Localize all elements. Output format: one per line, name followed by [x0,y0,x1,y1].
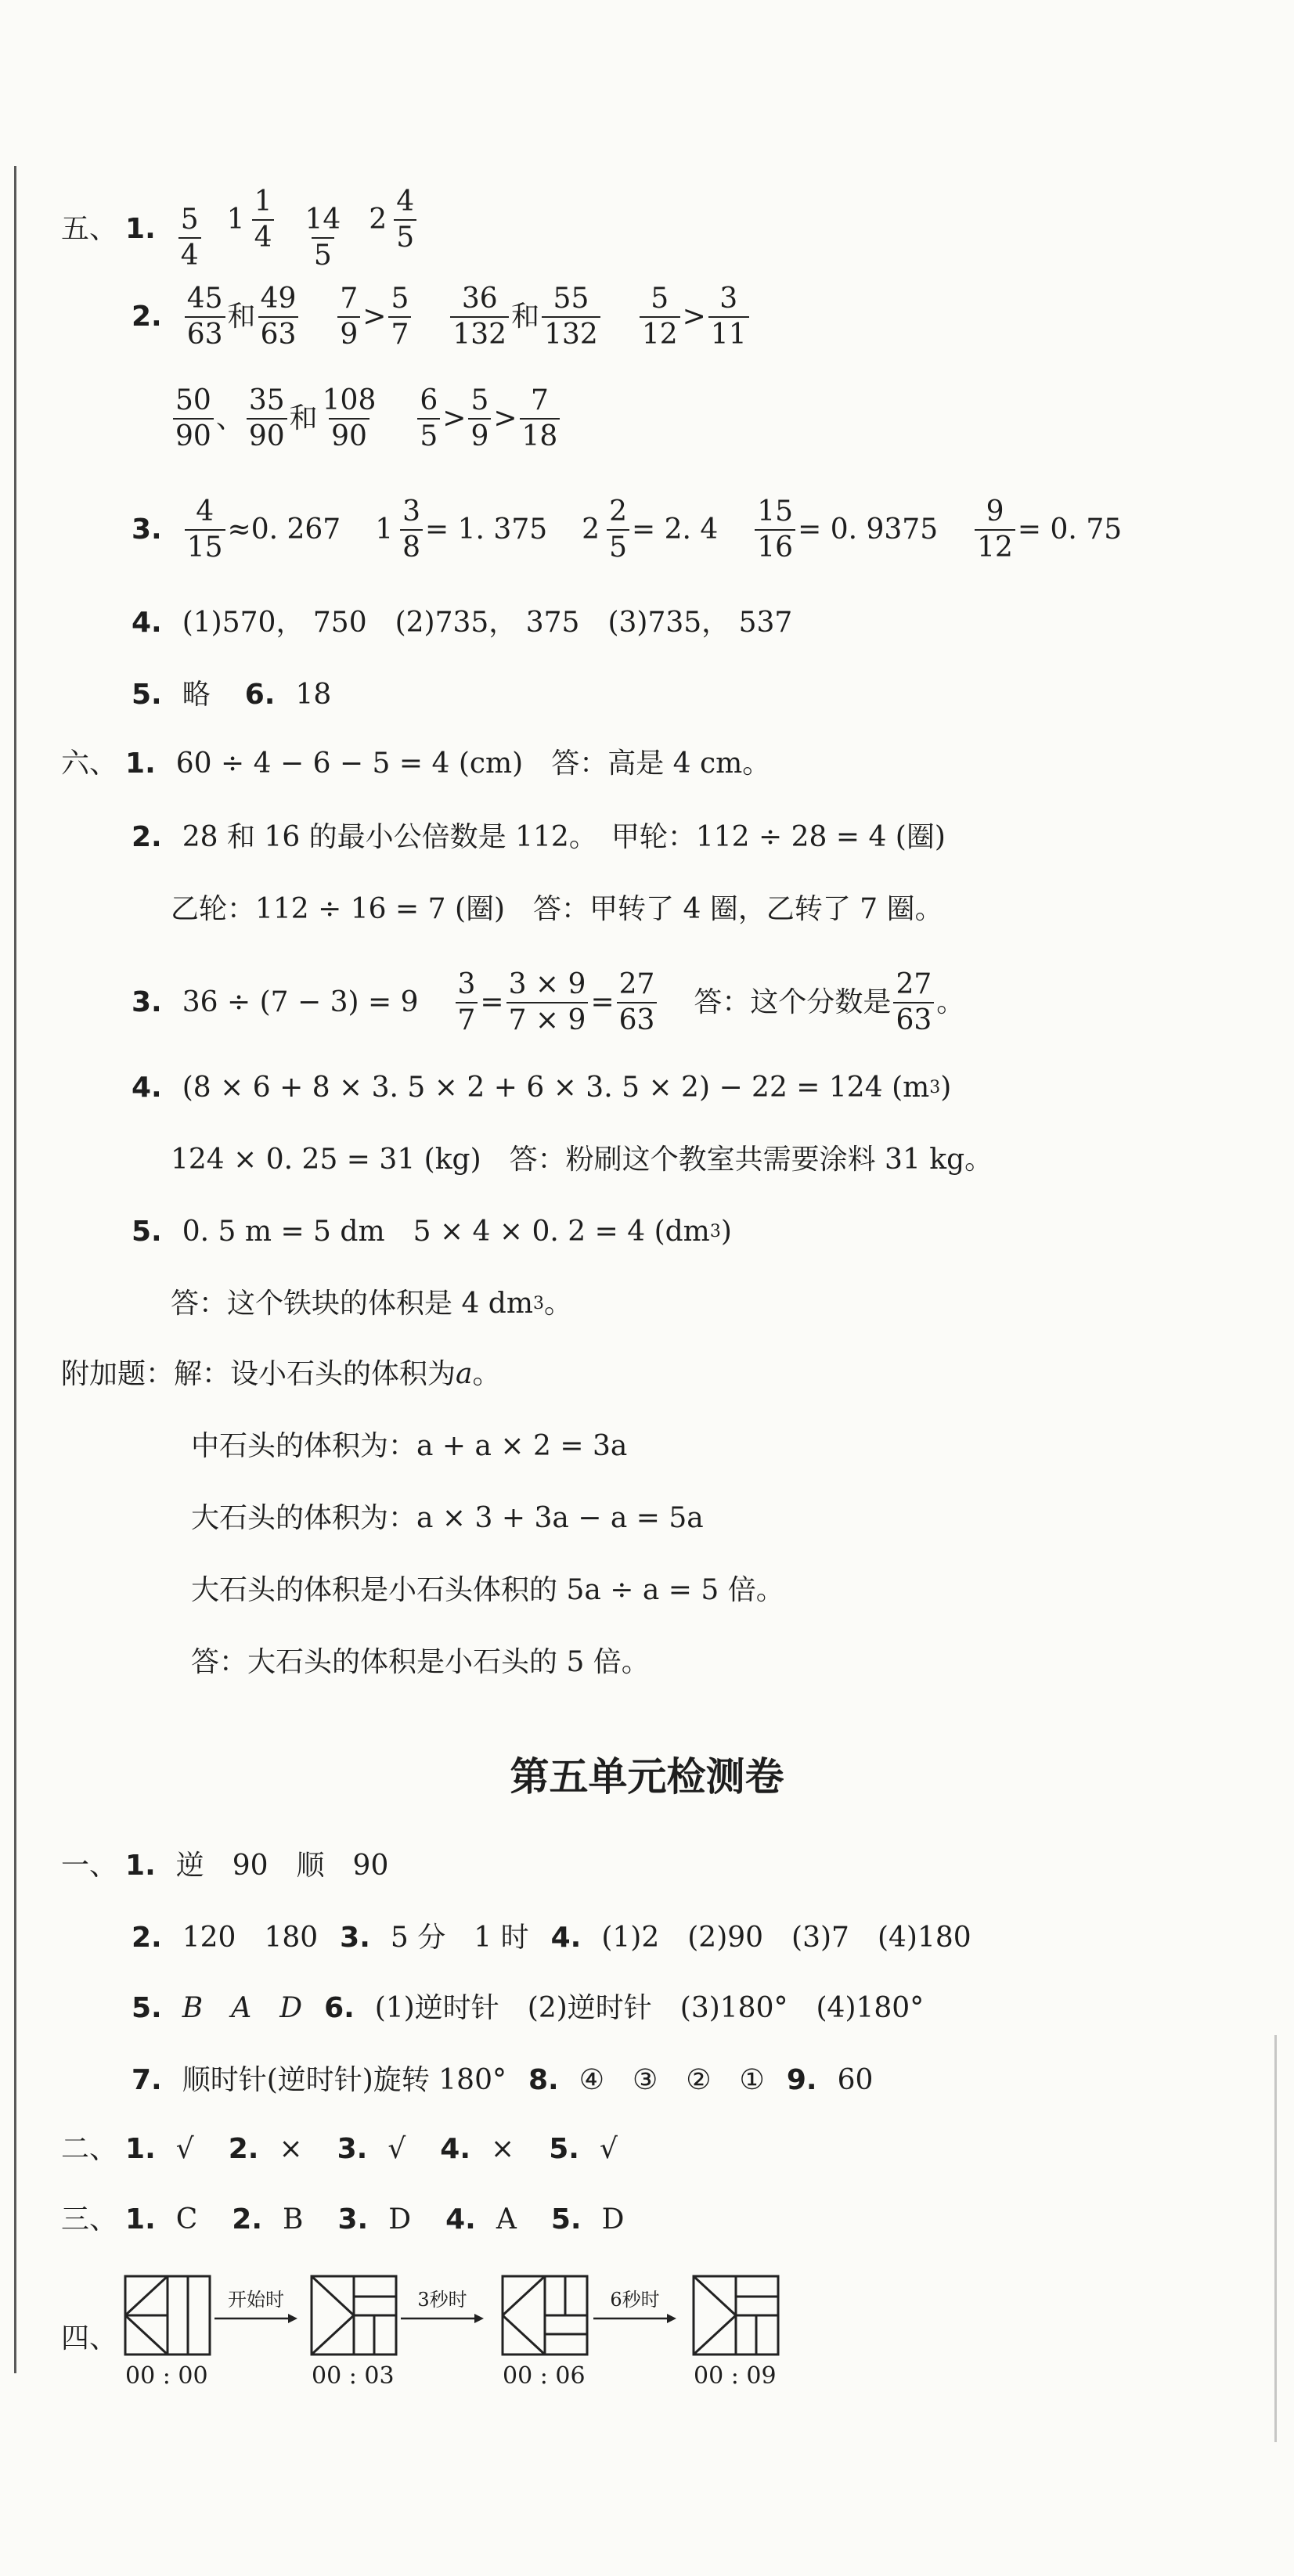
q-number: 1. [125,1850,156,1882]
arrow-3 [592,2289,678,2342]
text: 大石头的体积为：a × 3 + 3a − a = 5a [191,1502,704,1534]
s5-q2b-line [171,384,562,452]
bonus-l2 [191,1432,627,1461]
text: 和 [227,301,256,333]
left-margin-rule [14,166,16,2373]
q-number: 5. [549,2133,579,2165]
arrow-icon [213,2311,299,2326]
section-5-label: 五、 [61,212,118,245]
clock-panel-2 [310,2275,398,2356]
s6-q2b-line [171,895,943,924]
q-number: 5. [132,679,162,711]
text: > [493,402,517,434]
fraction: 5 12 [640,285,680,349]
time-label-3: 00 : 06 [503,2362,586,2390]
text: = [480,986,504,1018]
fraction: $\frac{4}{15}$ [185,498,225,562]
text: 2 [582,513,600,546]
q-number: 6. [324,1992,355,2024]
text: = 1. 375 [425,513,548,546]
section-4-label: 四、 [61,2322,118,2354]
u2-line [61,2135,618,2163]
numerator: 1 [254,186,272,218]
text: 120 180 [182,1922,319,1954]
fraction: 49 63 [258,285,299,349]
text: 和 [511,301,540,333]
text: > [442,402,467,434]
s5-q5-line [132,681,331,709]
mark: × [491,2133,515,2165]
text: 。 [472,1358,501,1390]
q-number: 2. [132,821,162,853]
q-number: 4. [550,1922,582,1954]
text: 1 [375,513,394,546]
fraction: 35 90 [247,387,287,451]
q-number: 3. [132,986,162,1018]
s5-q1-line [0,188,442,270]
text: 28 和 16 的最小公倍数是 112。 甲轮：112 ÷ 28 = 4 (圈) [182,821,946,853]
u1-q1-line [61,1852,388,1880]
bonus-l1 [61,1360,501,1389]
mark: √ [599,2133,618,2165]
u4-label-line [61,2322,118,2354]
s5-q2a-line [132,285,752,349]
time-label-1: 00 : 00 [125,2362,208,2390]
choice: A [496,2203,517,2236]
q-number: 2. [228,2133,259,2165]
text: 答：这个分数是 [694,986,892,1018]
text: 0. 5 m = 5 dm 5 × 4 × 0. 2 = 4 (dm [182,1216,710,1248]
clock-figure-1 [124,2275,211,2356]
fraction: 3 11 [708,285,749,349]
q-number: 3. [340,1922,370,1954]
variable: a [456,1358,473,1390]
text: 60 ÷ 4 − 6 − 5 = 4 (cm) 答：高是 4 cm。 [175,748,771,780]
text: = 0. 75 [1017,513,1123,546]
q-number: 2. [232,2203,263,2236]
section-2-label: 二、 [61,2133,118,2165]
fraction: 55 132 [542,285,600,349]
mixed-number [300,206,345,270]
q-number: 2. [132,1922,162,1954]
q-number: 7. [132,2064,162,2096]
text: 、 [215,402,244,434]
text: 略 [182,679,211,711]
text: 。 [936,986,965,1018]
arrow-1 [213,2289,299,2342]
denominator: 5 [394,219,416,252]
fraction: 5 9 [468,387,491,451]
text: 中石头的体积为：a + a × 2 = 3a [191,1430,628,1462]
q-number: 4. [132,607,162,639]
q-number: 5. [132,1992,162,2024]
unit-title: 第五单元检测卷 [510,1754,784,1800]
arrow-label-2: 3秒时 [417,2289,467,2311]
s6-q3-line [132,968,965,1036]
arrow-icon [399,2311,485,2326]
clock-panel-3 [501,2275,589,2356]
text: 5 分 1 时 [390,1922,529,1954]
text: 。 [543,1288,572,1320]
fraction: $\frac{2}{5}$ [607,498,629,562]
mixed-number [227,188,277,252]
clock-figure-2 [310,2275,398,2356]
text: ) [940,1072,952,1104]
text: (1)逆时针 (2)逆时针 (3)180° (4)180° [374,1992,925,2024]
fraction: 7 18 [520,387,560,451]
fraction: $\frac{27}{63}$ [617,971,658,1035]
text: 答：这个铁块的体积是 4 dm [171,1288,533,1320]
arrow-label-3: 6秒时 [610,2289,660,2311]
fraction [252,188,275,252]
q-number: 9. [786,2064,817,2096]
text: B A D [182,1992,303,2024]
text: 36 ÷ (7 − 3) = 9 [182,986,419,1018]
q-number: 3. [132,513,162,546]
text: = 2. 4 [631,513,719,546]
q-number: 4. [132,1072,162,1104]
section-1-label: 一、 [61,1850,118,1882]
text: > [362,301,387,333]
s5-q3-line [132,495,1123,564]
text: ) [720,1216,732,1248]
bonus-l5 [191,1648,650,1677]
fraction: $\frac{3}{8}$ [400,498,423,562]
right-edge-mark [1274,2035,1277,2442]
q-number: 6. [244,679,276,711]
text: 18 [295,679,332,711]
fraction: 108 90 [322,384,377,452]
text: 逆 90 顺 90 [175,1850,389,1882]
s5-q1-fractions [176,188,442,270]
arrow-label-1: 开始时 [228,2289,284,2311]
clock-panel-4 [692,2275,780,2356]
q-number: 3. [337,2203,369,2236]
fraction: $\frac{15}{16}$ [755,498,795,562]
q-number: 5. [550,2203,582,2236]
text: > [682,301,706,333]
whole-part: 2 [369,204,387,236]
q-number: 2. [132,301,162,333]
u1-q2-line [132,1924,971,1952]
q-number: 4. [440,2133,471,2165]
s5-q4-line [132,609,792,637]
text: 顺时针(逆时针)旋转 180° [182,2064,506,2096]
s6-q5a-line: 5. 0. 5 m = 5 dm 5 × 4 × 0. 2 = 4 (dm 3 ) [132,1216,732,1248]
q-number: 5. [132,1216,162,1248]
q-number: 8. [528,2064,559,2096]
numerator: 4 [396,186,415,218]
arrow-icon [592,2311,678,2326]
bonus-label: 附加题： [61,1358,175,1390]
fraction [178,206,201,270]
time-label-2: 00 : 03 [312,2362,395,2390]
clock-figure-3 [501,2275,589,2356]
fraction [302,206,343,270]
whole-part: 1 [226,204,245,236]
text: 答：大石头的体积是小石头的 5 倍。 [191,1646,650,1678]
u1-q7-line [132,2066,873,2095]
text: = 0. 9375 [798,513,939,546]
clock-figure-4 [692,2275,780,2356]
fraction: 50 90 [173,387,214,451]
section-3-label: 三、 [61,2203,118,2236]
mixed-number [369,188,419,252]
text: 124 × 0. 25 = 31 (kg) 答：粉刷这个教室共需要涂料 31 kg。 [171,1144,993,1176]
fraction: $\frac{3}{7}$ [456,971,478,1035]
denominator: 4 [252,219,275,252]
text: 60 [837,2064,874,2096]
mark: × [279,2133,303,2165]
q-number: 1. [125,212,156,245]
text: = [590,986,615,1018]
numerator: 14 [305,204,341,236]
q-number: 4. [445,2203,476,2236]
fraction: 36 132 [450,285,509,349]
s6-q1-line [61,750,770,778]
fraction: 7 9 [337,285,360,349]
clock-panel-1 [124,2275,211,2356]
text: 解：设小石头的体积为 [174,1358,456,1390]
text: ④ ③ ② ① [579,2064,765,2096]
fraction: $\frac{9}{12}$ [975,498,1015,562]
mark: √ [175,2133,194,2165]
q-number: 1. [125,2133,156,2165]
text: 大石头的体积是小石头体积的 5a ÷ a = 5 倍。 [191,1574,784,1606]
s6-q4a-line: 4. (8 × 6 + 8 × 3. 5 × 2 + 6 × 3. 5 × 2) − 22 = 124 (m 3 ) [132,1072,952,1104]
text: 乙轮：112 ÷ 16 = 7 (圈) 答：甲转了 4 圈，乙转了 7 圈。 [171,893,943,925]
fraction: 5 7 [388,285,411,349]
text: (1)2 (2)90 (3)7 (4)180 [601,1922,971,1954]
fraction: 45 63 [185,285,225,349]
s6-q5b-line: 答：这个铁块的体积是 4 dm 3 。 [171,1288,572,1320]
denominator: 5 [312,237,334,270]
s6-q2a-line [132,823,946,852]
fraction: 6 5 [417,387,440,451]
q-number: 1. [125,748,156,780]
fraction: $\frac{3 \times 9}{7 \times 9}$ [506,971,589,1035]
choice: D [601,2203,625,2236]
time-label-4: 00 : 09 [694,2362,777,2390]
text: 和 [289,402,318,434]
choice: B [283,2203,304,2236]
text: (1)570， 750 (2)735， 375 (3)735， 537 [182,607,793,639]
q-number: 1. [125,2203,156,2236]
bonus-l3 [191,1504,704,1533]
numerator: 5 [180,204,199,236]
u3-line [61,2203,625,2236]
s6-q4b-line [171,1146,993,1174]
q-number: 3. [337,2133,368,2165]
u1-q5-line [132,1994,924,2023]
bonus-l4 [191,1576,784,1605]
mark: √ [387,2133,406,2165]
text: (8 × 6 + 8 × 3. 5 × 2 + 6 × 3. 5 × 2) − 22 = 124 (m [182,1072,930,1104]
text: ≈0. 267 [227,513,341,546]
choice: D [388,2203,412,2236]
denominator: 4 [178,237,201,270]
choice: C [175,2203,198,2236]
arrow-2 [399,2289,485,2342]
section-6-label: 六、 [61,748,118,780]
fraction: 27 63 [893,971,934,1035]
fraction [394,188,416,252]
mixed-number [176,206,204,270]
